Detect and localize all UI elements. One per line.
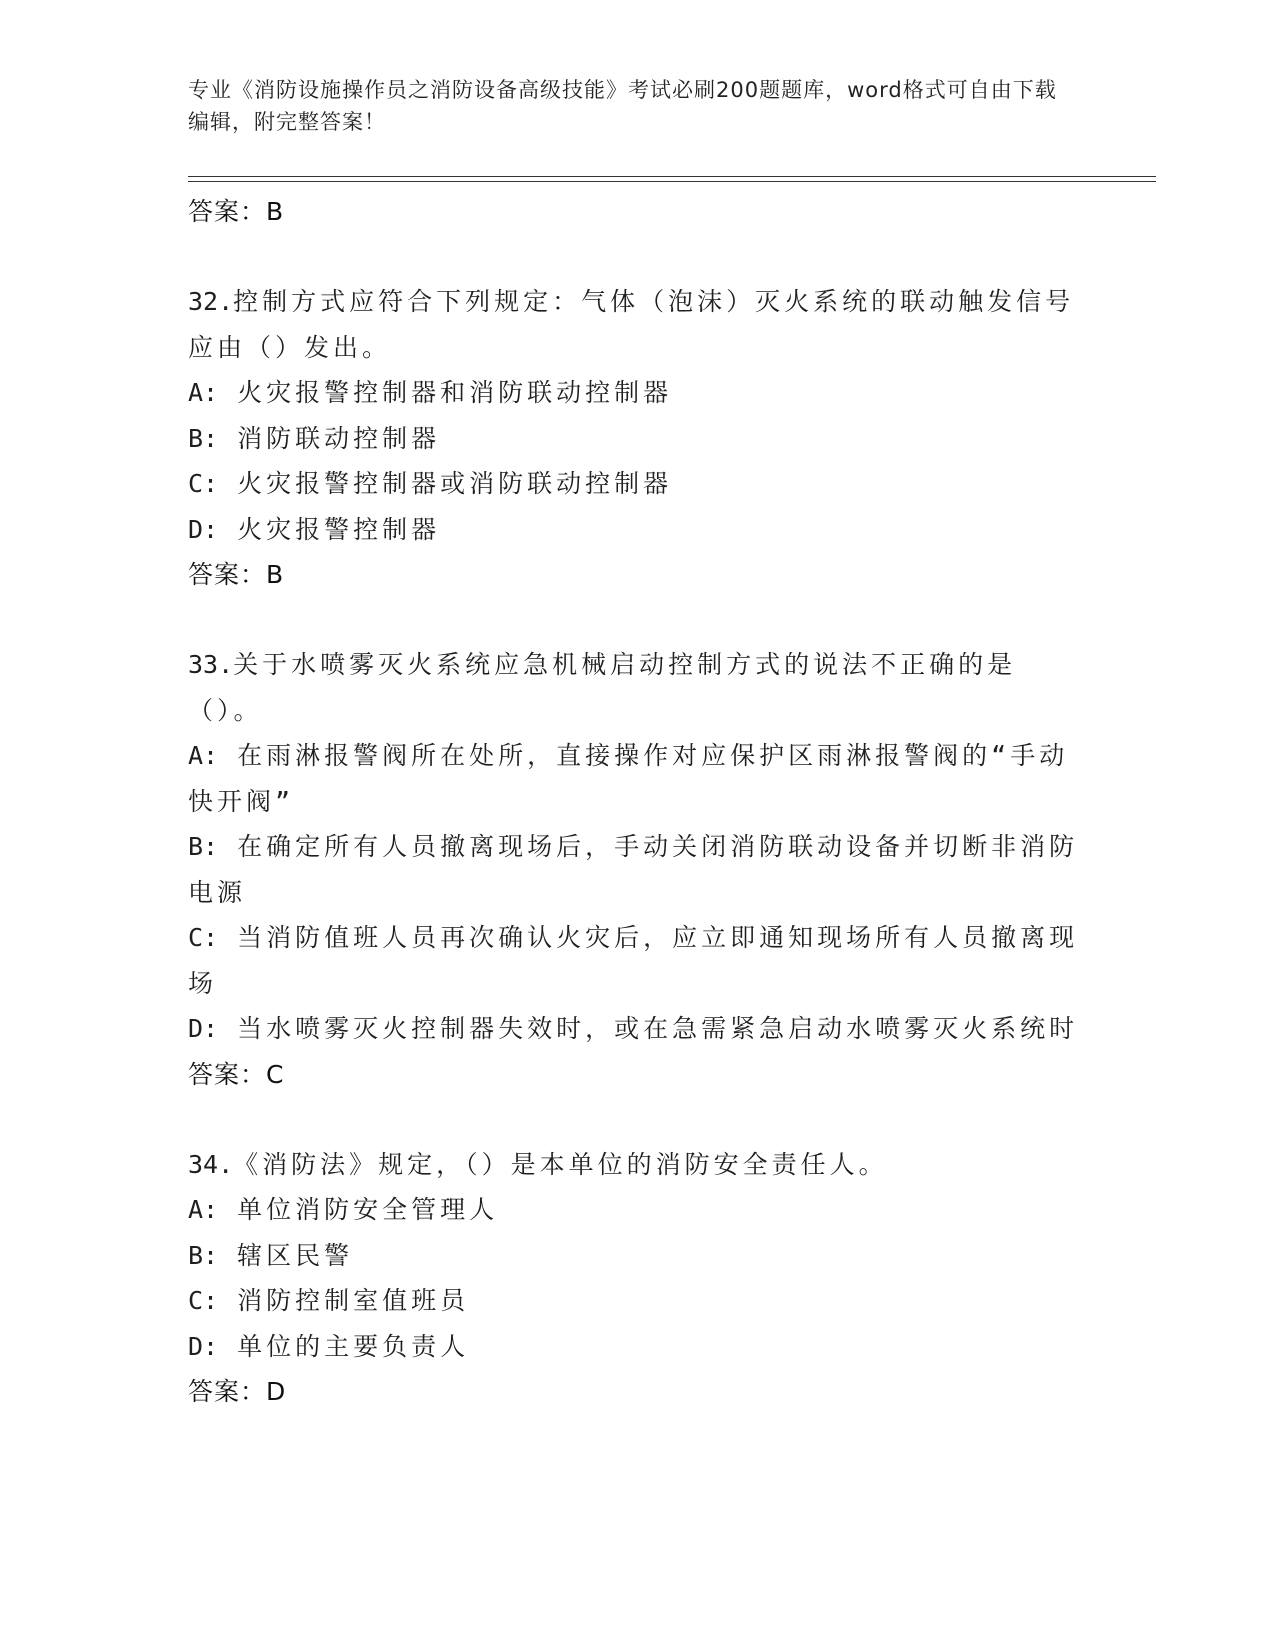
- option-c: [188, 915, 1088, 1006]
- header-text: 专业《消防设施操作员之消防设备高级技能》考试必刷200题题库，word格式可自由下载编辑，附完整答案！: [188, 78, 1057, 134]
- question-text: 《消防法》规定，（）是本单位的消防安全责任人。: [233, 1149, 888, 1179]
- header-double-rule: [188, 176, 1156, 182]
- option-text: 消防控制室值班员: [237, 1286, 470, 1315]
- option-key: C:: [188, 469, 219, 498]
- option-text: 火灾报警控制器和消防联动控制器: [237, 378, 673, 407]
- answer-line: [188, 189, 1088, 235]
- question-32: [188, 279, 1088, 598]
- question-stem: [188, 642, 1088, 733]
- option-key: B:: [188, 832, 219, 861]
- answer-label: 答案：: [188, 1377, 267, 1406]
- option-key: A:: [188, 378, 219, 407]
- option-text: 当消防值班人员再次确认火灾后，应立即通知现场所有人员撤离现场: [188, 923, 1079, 998]
- question-34: [188, 1142, 1088, 1416]
- question-number: 34.: [188, 1149, 234, 1179]
- option-text: 辖区民警: [237, 1240, 354, 1270]
- option-c: [188, 1278, 1088, 1324]
- answer-line: [188, 1052, 1088, 1098]
- option-a: [188, 733, 1088, 824]
- option-text: 单位的主要负责人: [237, 1331, 470, 1361]
- option-d: [188, 507, 1088, 553]
- option-key: C:: [188, 1286, 219, 1315]
- option-b: [188, 1233, 1088, 1279]
- answer-label: 答案：: [188, 197, 267, 226]
- option-key: D:: [188, 1014, 219, 1043]
- option-d: [188, 1324, 1088, 1370]
- option-key: B:: [188, 1240, 219, 1270]
- option-a: [188, 1187, 1088, 1233]
- option-key: A:: [188, 741, 219, 770]
- option-key: D:: [188, 1331, 219, 1361]
- question-text: 控制方式应符合下列规定：气体（泡沫）灭火系统的联动触发信号应由（）发出。: [188, 287, 1075, 362]
- option-key: A:: [188, 1195, 219, 1224]
- option-text: 单位消防安全管理人: [237, 1195, 499, 1224]
- option-text: 消防联动控制器: [237, 423, 441, 453]
- option-a: [188, 370, 1088, 416]
- option-text: 火灾报警控制器: [237, 514, 441, 544]
- answer-value: C: [266, 1059, 285, 1089]
- answer-line: [188, 552, 1088, 598]
- option-key: B:: [188, 423, 219, 453]
- option-d: [188, 1006, 1088, 1052]
- document-header: [188, 74, 1068, 138]
- document-body: [188, 189, 1088, 1415]
- option-b: [188, 824, 1088, 915]
- option-b: [188, 416, 1088, 462]
- question-text: 关于水喷雾灭火系统应急机械启动控制方式的说法不正确的是（）。: [188, 650, 1017, 725]
- question-stem: [188, 1142, 1088, 1188]
- question-stem: [188, 279, 1088, 370]
- answer-value: D: [266, 1377, 287, 1406]
- answer-value: B: [266, 197, 285, 226]
- answer-line: [188, 1369, 1088, 1415]
- option-text: 火灾报警控制器或消防联动控制器: [237, 469, 673, 498]
- question-number: 33.: [188, 650, 234, 679]
- question-33: [188, 642, 1088, 1098]
- answer-value: B: [266, 560, 285, 589]
- option-c: [188, 461, 1088, 507]
- question-number: 32.: [188, 287, 234, 316]
- option-text: 当水喷雾灭火控制器失效时，或在急需紧急启动水喷雾灭火系统时: [237, 1014, 1079, 1043]
- answer-label: 答案：: [188, 560, 267, 589]
- option-text: 在雨淋报警阀所在处所，直接操作对应保护区雨淋报警阀的“手动快开阀”: [188, 741, 1069, 816]
- option-key: C:: [188, 923, 219, 952]
- answer-label: 答案：: [188, 1059, 267, 1089]
- option-key: D:: [188, 514, 219, 544]
- option-text: 在确定所有人员撤离现场后，手动关闭消防联动设备并切断非消防电源: [188, 832, 1079, 907]
